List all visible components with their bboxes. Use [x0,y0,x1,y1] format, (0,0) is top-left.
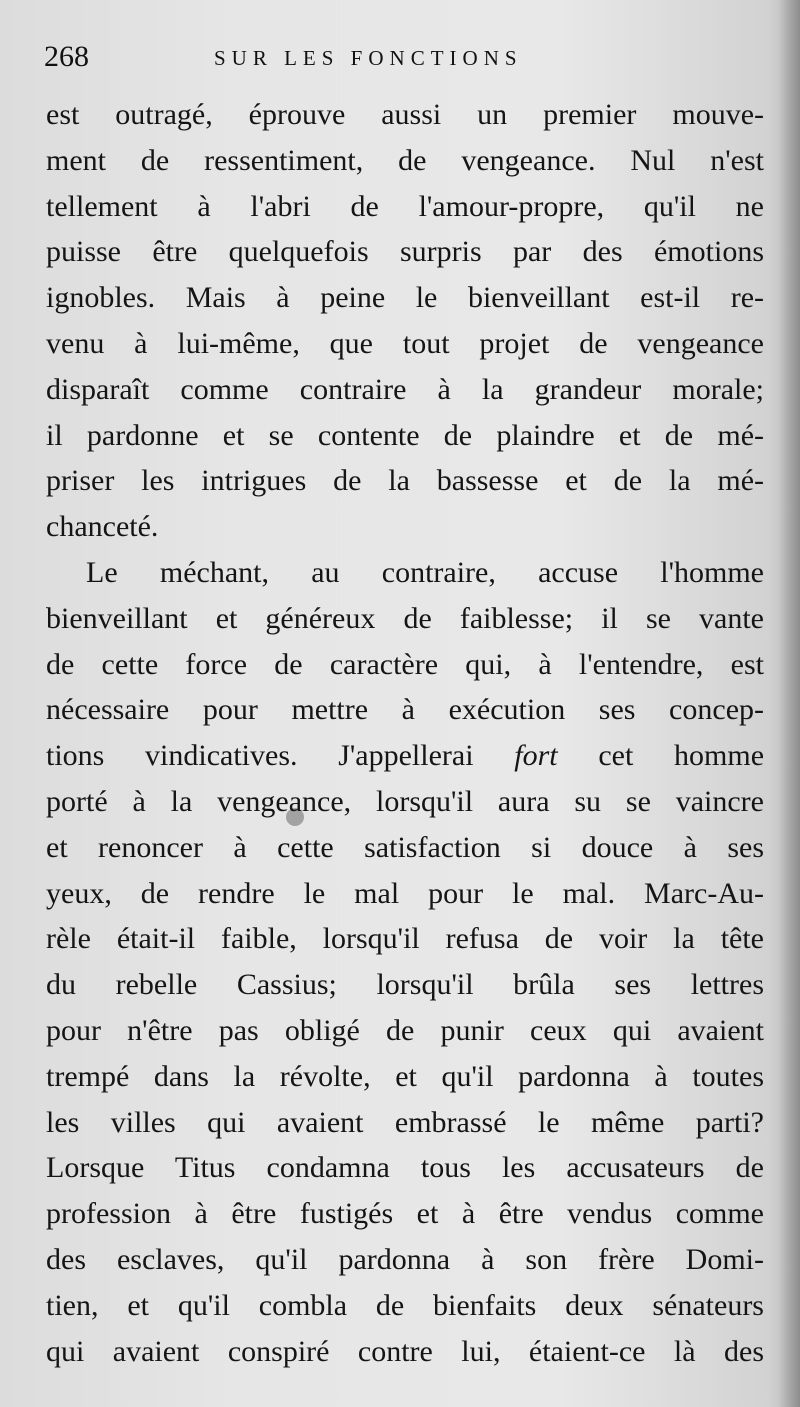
page-number: 268 [44,40,89,73]
page-edge-shadow [778,0,800,1407]
text-line: nécessaire pour mettre à exécution ses concep- [46,693,764,727]
text-line: qui avaient conspiré contre lui, étaient-ce là des [46,1334,764,1368]
text-line: il pardonne et se contente de plaindre et de mé- [46,418,764,452]
text-segment: cet homme [598,739,765,773]
text-line: yeux, de rendre le mal pour le mal. Marc-Au- [46,876,764,910]
text-line: porté à la vengeance, lorsqu'il aura su se vaincre [46,784,764,818]
text-line: puisse être quelquefois surpris par des émotions [46,235,764,269]
text-line: de cette force de caractère qui, à l'entendre, est [46,647,764,681]
running-title: SUR LES FONCTIONS [214,46,523,70]
text-segment: tions vindicatives. J'appellerai [46,739,474,773]
text-line: rèle était-il faible, lorsqu'il refusa de voir la tête [46,922,764,956]
text-line: disparaît comme contraire à la grandeur morale; [46,372,764,406]
text-line: ment de ressentiment, de vengeance. Nul n'est [46,143,764,177]
text-line: pour n'être pas obligé de punir ceux qui avaient [46,1013,764,1047]
text-line: bienveillant et généreux de faiblesse; il se vante [46,601,764,635]
text-line: trempé dans la révolte, et qu'il pardonna à toutes [46,1059,764,1093]
text-line-with-italic [46,733,764,779]
text-line: ignobles. Mais à peine le bienveillant est-il re- [46,281,764,315]
text-line: venu à lui-même, que tout projet de vengeance [46,326,764,360]
text-line: tien, et qu'il combla de bienfaits deux sénateurs [46,1288,764,1322]
text-line: les villes qui avaient embrassé le même parti? [46,1105,764,1139]
text-line: chanceté. [46,510,159,544]
text-line: tellement à l'abri de l'amour-propre, qu'il ne [46,189,764,223]
page-header [44,40,764,80]
paragraph-first-line: Le méchant, au contraire, accuse l'homme [86,555,764,589]
text-line: est outragé, éprouve aussi un premier mouve- [46,98,764,131]
text-line: des esclaves, qu'il pardonna à son frère Domi- [46,1242,764,1276]
text-line: du rebelle Cassius; lorsqu'il brûla ses lettres [46,968,764,1002]
text-line: priser les intrigues de la bassesse et de la mé- [46,464,764,498]
text-line: profession à être fustigés et à être vendus comme [46,1197,764,1231]
italic-word: fort [514,739,558,773]
text-line: et renoncer à cette satisfaction si douce à ses [46,830,764,864]
text-line: Lorsque Titus condamna tous les accusateurs de [46,1151,764,1185]
body-text [46,92,764,1374]
